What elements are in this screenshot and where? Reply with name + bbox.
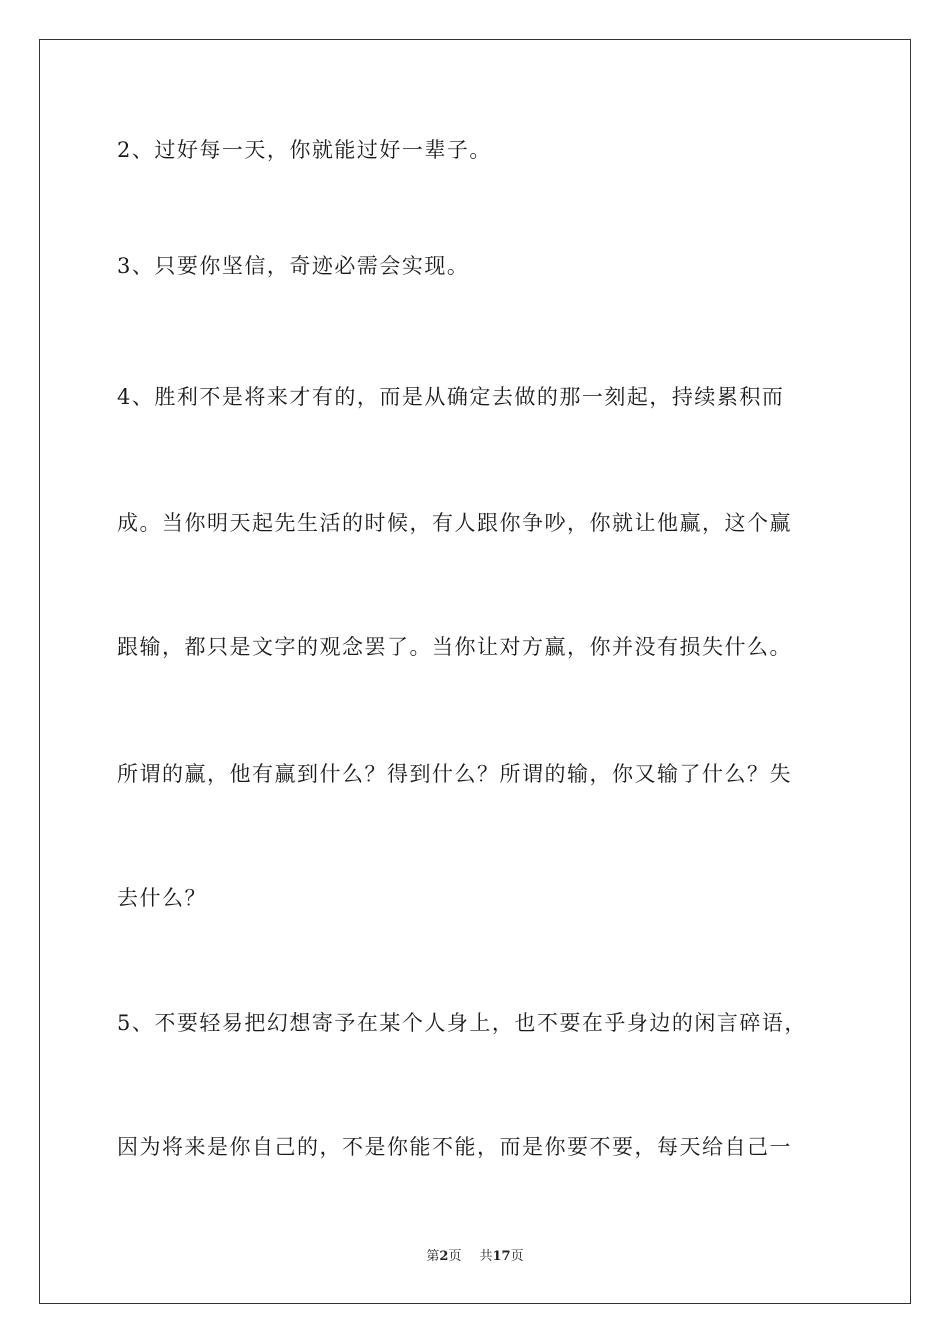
text-line-9: 因为将来是你自己的，不是你能不能，而是你要不要，每天给自己一: [117, 1135, 792, 1159]
text-line-5: 跟输，都只是文字的观念罢了。当你让对方赢，你并没有损失什么。: [117, 635, 792, 659]
page-footer: [0, 1248, 950, 1266]
text-line-3: 4、胜利不是将来才有的，而是从确定去做的那一刻起，持续累积而: [117, 385, 785, 409]
page-suffix: 页: [448, 1249, 462, 1264]
text-line-8: 5、不要轻易把幻想寄予在某个人身上，也不要在乎身边的闲言碎语，: [117, 1011, 807, 1035]
text-line-6: 所谓的赢，他有赢到什么？得到什么？所谓的输，你又输了什么？失: [117, 762, 792, 786]
page-number: 2: [439, 1249, 449, 1264]
text-line-4: 成。当你明天起先生活的时候，有人跟你争吵，你就让他赢，这个赢: [117, 511, 792, 535]
page-prefix: 第: [426, 1249, 440, 1264]
text-line-7: 去什么？: [117, 886, 207, 910]
total-suffix: 页: [510, 1249, 524, 1264]
page-border: [39, 39, 911, 1304]
total-pages: 17: [492, 1249, 511, 1264]
total-prefix: 共: [479, 1249, 493, 1264]
text-line-1: 2、过好每一天，你就能过好一辈子。: [117, 138, 492, 162]
text-line-2: 3、只要你坚信，奇迹必需会实现。: [117, 254, 470, 278]
